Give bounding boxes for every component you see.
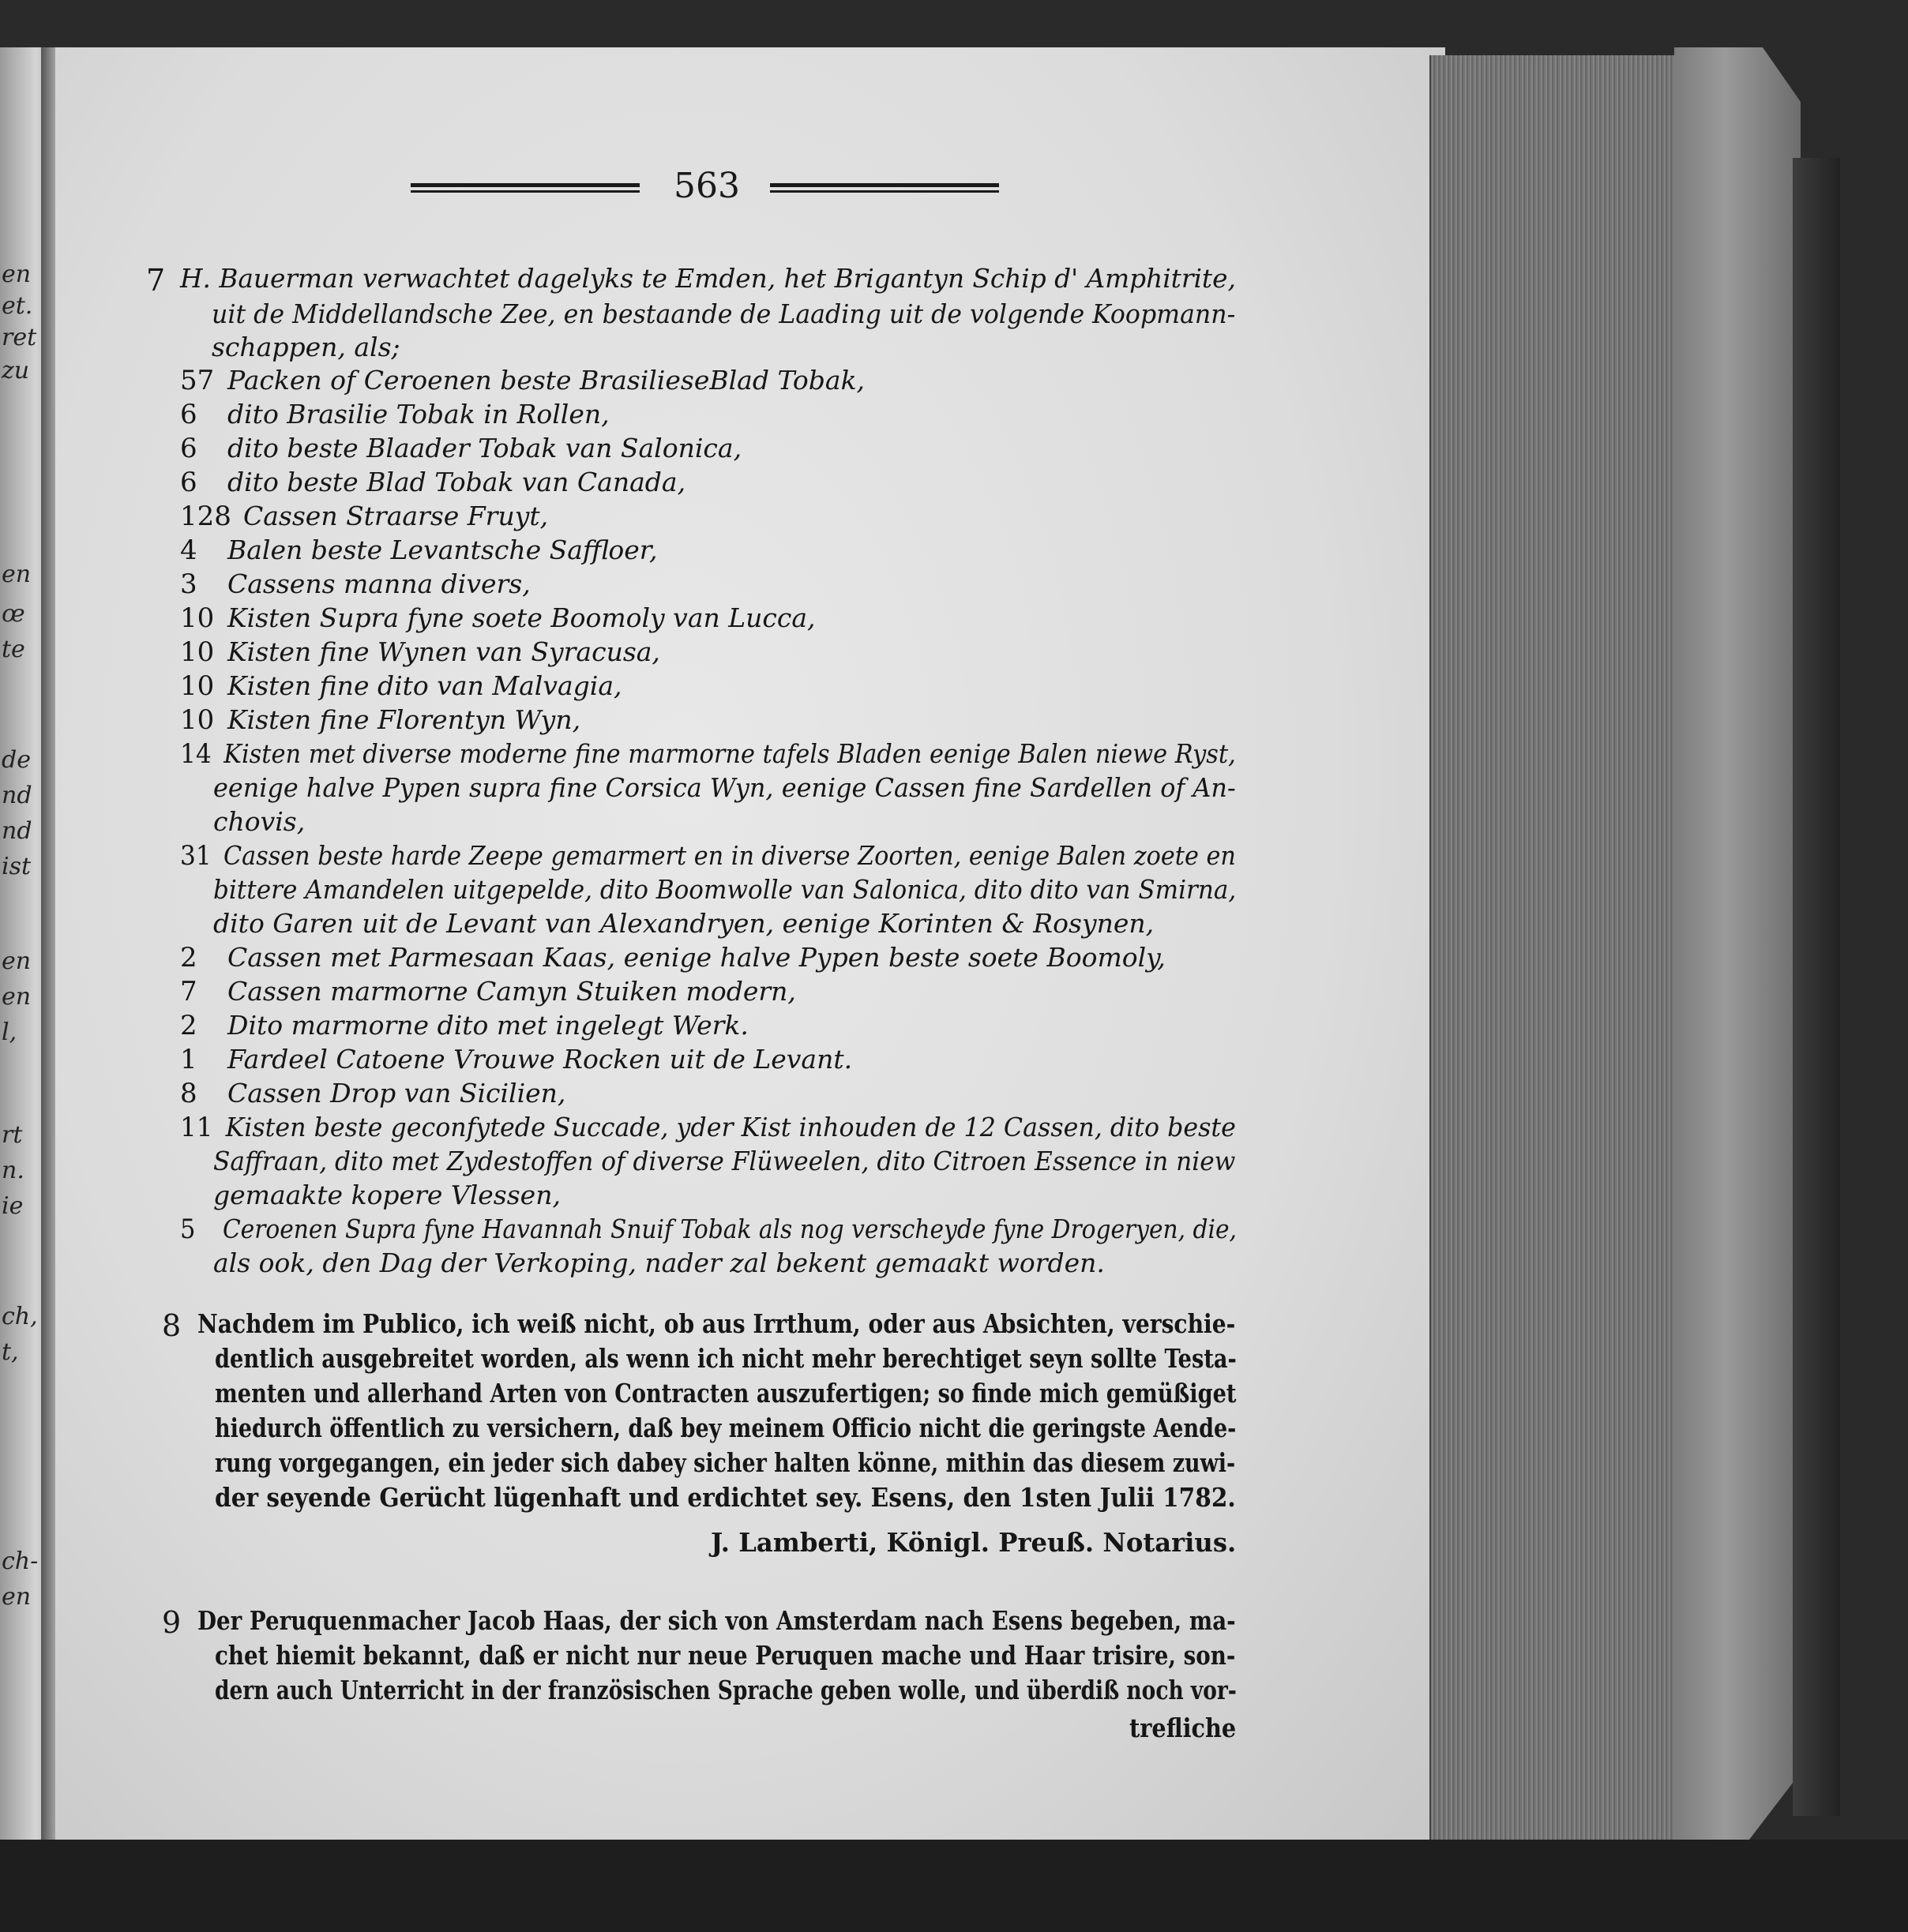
cargo-qty: 128 (180, 501, 231, 532)
cargo-qty: 7 (180, 976, 197, 1007)
cargo-item (180, 978, 796, 1005)
cargo-desc: Fardeel Catoene Vrouwe Rocken uit de Levant. (227, 1044, 853, 1075)
cargo-qty: 14 (180, 738, 212, 770)
cargo-item (180, 568, 531, 600)
left-page-fragment: nd (2, 782, 32, 809)
cargo-item (180, 602, 816, 634)
cargo-qty: 5 (180, 1214, 196, 1245)
book-cover (1674, 47, 1801, 1863)
cargo-item (180, 469, 685, 496)
cargo-desc: Ceroenen Supra fyne Havannah Snuif Tobak als nog verscheyde fyne Drogeryen, die, (222, 1214, 1237, 1244)
cargo-desc: Kisten fine Florentyn Wyn, (227, 704, 581, 735)
left-page-fragment: ret (2, 324, 37, 351)
cargo-item (180, 401, 610, 428)
cargo-item (180, 704, 581, 736)
cargo-desc-cont: als ook, den Dag der Verkoping, nader zal bekent gemaakt worden. (213, 1247, 1105, 1278)
cargo-desc: Kisten fine dito van Malvagia, (227, 670, 622, 701)
entry-number: 8 (162, 1308, 182, 1343)
notary-signature: J. Lamberti, Königl. Preuß. Notarius. (711, 1527, 1237, 1558)
cargo-item (180, 840, 1236, 872)
entry-text-line: dern auch Unterricht in der französischen Sprache geben wolle, und überdiß noch vor- (215, 1675, 1237, 1705)
cargo-desc: Cassen Drop van Sicilien, (227, 1078, 566, 1109)
left-page-fragment: de (2, 746, 31, 774)
cargo-qty: 10 (180, 602, 215, 634)
cargo-qty: 31 (180, 840, 212, 872)
cargo-desc-cont: chovis, (213, 806, 306, 837)
left-page-fragment: rt (2, 1121, 23, 1149)
left-page-fragment: t, (2, 1338, 19, 1366)
cargo-qty: 4 (180, 535, 197, 566)
background-shadow (0, 1840, 1908, 1932)
entry-text-line: chet hiemit bekannt, daß er nicht nur neue Peruquen mache und Haar trisire, son- (215, 1640, 1236, 1671)
cargo-desc: dito Brasilie Tobak in Rollen, (227, 399, 610, 430)
cargo-item (180, 503, 548, 530)
cargo-desc: Balen beste Levantsche Saffloer, (227, 535, 658, 565)
cargo-item (180, 537, 657, 564)
cargo-qty: 2 (180, 942, 197, 974)
cover-shadow (1793, 158, 1840, 1816)
cargo-item (180, 1216, 1237, 1243)
entry-text-line: rung vorgegangen, ein jeder sich dabey sicher halten könne, mithin das diesem zuwi- (215, 1447, 1236, 1478)
left-page-fragment: ch- (2, 1547, 39, 1575)
cargo-qty: 10 (180, 670, 215, 702)
left-page-fragment: ie (2, 1192, 24, 1220)
page-header (411, 166, 1011, 213)
cargo-desc-cont: eenige halve Pypen supra fine Corsica Wyn, eenige Cassen fine Sardellen of An- (213, 772, 1236, 803)
cargo-desc: Cassens manna divers, (227, 568, 531, 599)
cargo-item (180, 670, 622, 702)
cargo-qty: 6 (180, 433, 197, 464)
cargo-qty: 1 (180, 1044, 197, 1075)
left-page-fragment: l, (2, 1019, 17, 1046)
left-page-fragment: n. (2, 1157, 24, 1184)
cargo-item (180, 1046, 852, 1073)
left-page-fragment: ch, (2, 1303, 38, 1330)
cargo-desc: Kisten Supra fyne soete Boomoly van Lucca, (227, 602, 816, 633)
cargo-desc: Packen of Ceroenen beste BrasilieseBlad Tobak, (227, 365, 866, 396)
entry-number: 7 (146, 263, 166, 298)
page-number: 563 (674, 166, 740, 206)
cargo-desc: Kisten fine Wynen van Syracusa, (227, 636, 660, 667)
entry-text-line: schappen, als; (212, 332, 400, 362)
cargo-desc-cont: bittere Amandelen uitgepelde, dito Boomwolle van Salonica, dito dito van Smirna, (213, 874, 1237, 905)
cargo-qty: 10 (180, 636, 215, 668)
cargo-qty: 2 (180, 1010, 197, 1041)
cargo-qty: 8 (180, 1078, 197, 1109)
left-page-fragment: en (2, 983, 32, 1011)
entry-text-line: uit de Middellandsche Zee, en bestaande de Laading uit de volgende Koopmann- (212, 298, 1236, 329)
cargo-desc: Cassen Straarse Fruyt, (243, 501, 549, 531)
cargo-item (180, 367, 865, 394)
cargo-qty: 6 (180, 399, 197, 430)
cargo-item (180, 942, 1166, 974)
entry-number: 9 (162, 1605, 182, 1640)
left-page-fragment: zu (2, 357, 30, 385)
cargo-item (180, 738, 1236, 770)
entry-text-line: hiedurch öffentlich zu versichern, daß bey meinem Officio nicht die geringste Aende- (215, 1412, 1237, 1443)
cargo-item (180, 1080, 565, 1107)
header-rule-left (411, 183, 640, 194)
entry-text-line: Der Peruquenmacher Jacob Haas, der sich von Amsterdam nach Esens begeben, ma- (197, 1605, 1236, 1636)
cargo-qty: 57 (180, 365, 215, 396)
catchword: trefliche (1129, 1713, 1237, 1743)
cargo-desc: Kisten met diverse moderne fine marmorne tafels Bladen eenige Balen niewe Ryst, (223, 738, 1236, 769)
page-block-edge (1429, 55, 1684, 1855)
cargo-desc: Cassen beste harde Zeepe gemarmert en in diverse Zoorten, eenige Balen zoete en (223, 840, 1236, 871)
cargo-qty: 3 (180, 568, 197, 600)
cargo-desc: Cassen met Parmesaan Kaas, eenige halve Pypen beste soete Boomoly, (227, 942, 1166, 973)
entry-text-line: menten und allerhand Arten von Contracten auszufertigen; so finde mich gemüßiget (215, 1378, 1237, 1409)
cargo-desc-cont: dito Garen uit de Levant van Alexandryen, eenige Korinten & Rosynen, (213, 908, 1155, 939)
cargo-desc-cont: gemaakte kopere Vlessen, (213, 1180, 561, 1210)
entry-text-line: dentlich ausgebreitet worden, als wenn ich nicht mehr berechtiget seyn sollte Testa- (215, 1343, 1237, 1374)
cargo-qty: 11 (180, 1112, 213, 1143)
cargo-item (180, 435, 742, 462)
cargo-desc: Kisten beste geconfytede Succade, yder Kist inhouden de 12 Cassen, dito beste (225, 1112, 1236, 1142)
cargo-item (180, 1012, 749, 1039)
cargo-desc: Dito marmorne dito met ingelegt Werk. (227, 1010, 749, 1041)
cargo-desc-cont: Saffraan, dito met Zydestoffen of diverse Flüweelen, dito Citroen Essence in niew (213, 1146, 1236, 1176)
cargo-desc: dito beste Blad Tobak van Canada, (227, 467, 686, 497)
left-page-fragment: en (2, 947, 32, 975)
entry-text-line: der seyende Gerücht lügenhaft und erdichtet sey. Esens, den 1sten Julii 1782. (215, 1482, 1236, 1513)
entry-text-line: Nachdem im Publico, ich weiß nicht, ob aus Irrthum, oder aus Absichten, verschie- (197, 1308, 1236, 1339)
left-page-fragment: et. (2, 292, 33, 320)
header-rule-right (770, 183, 999, 194)
left-page-fragment: œ (2, 600, 25, 628)
entry-text-line: H. Bauerman verwachtet dagelyks te Emden, het Brigantyn Schip d' Amphitrite, (180, 263, 1236, 294)
left-page-fragment: nd (2, 817, 32, 845)
cargo-qty: 6 (180, 467, 197, 498)
cargo-qty: 10 (180, 704, 215, 736)
left-page-fragment: en (2, 1583, 32, 1611)
cargo-item (180, 1114, 1236, 1141)
left-page-fragment: en (2, 561, 32, 588)
cargo-item (180, 636, 660, 668)
cargo-desc: Cassen marmorne Camyn Stuiken modern, (227, 976, 796, 1007)
left-page-fragment: en (2, 261, 32, 288)
cargo-desc: dito beste Blaader Tobak van Salonica, (227, 433, 742, 463)
left-page-fragment: ist (2, 853, 32, 880)
left-page-fragment: te (2, 636, 25, 663)
